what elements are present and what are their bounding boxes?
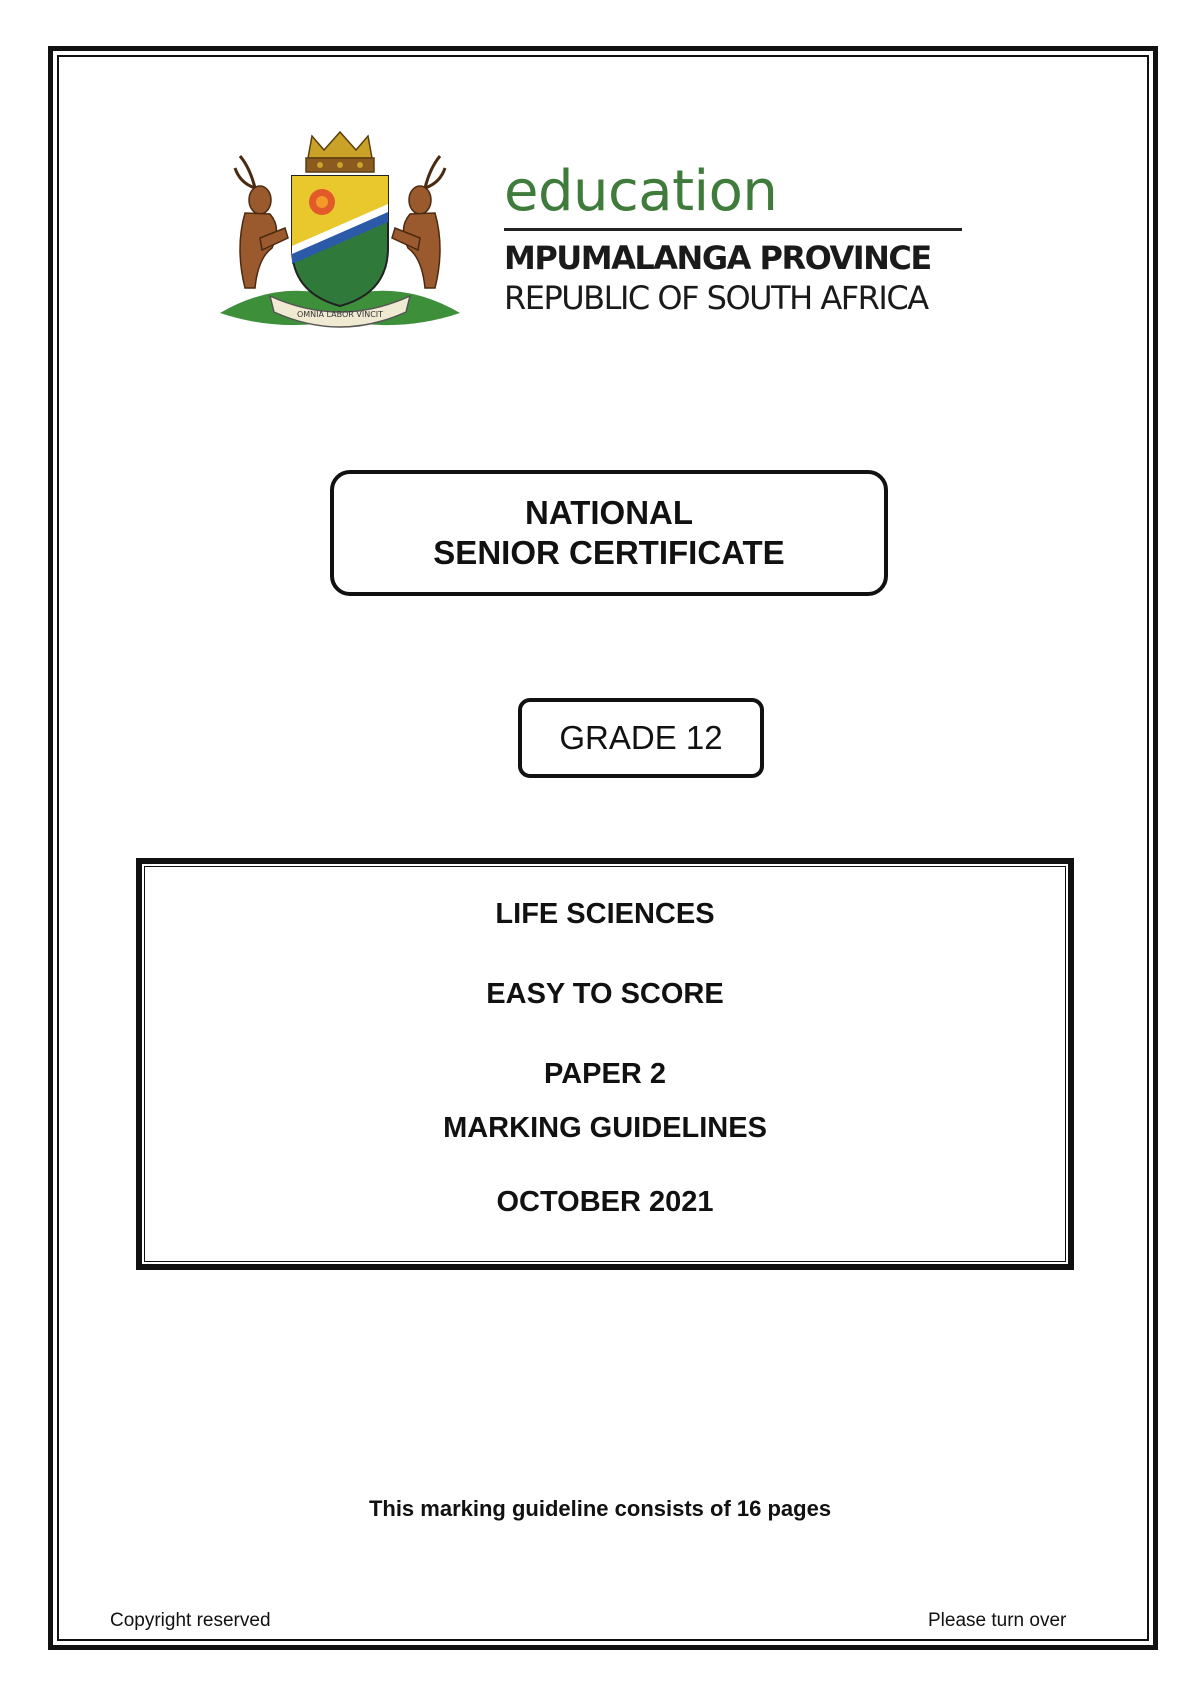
country-name: REPUBLIC OF SOUTH AFRICA	[504, 279, 928, 317]
subject-name: LIFE SCIENCES	[495, 898, 715, 930]
certificate-line-2: SENIOR CERTIFICATE	[433, 534, 785, 571]
coat-of-arms-icon	[200, 128, 480, 348]
grade-box	[518, 698, 764, 778]
document-type: MARKING GUIDELINES	[443, 1112, 767, 1144]
grade-label: GRADE 12	[559, 719, 723, 756]
subject-tagline: EASY TO SCORE	[486, 978, 724, 1010]
paper-number: PAPER 2	[544, 1058, 666, 1090]
copyright-notice: Copyright reserved	[110, 1610, 271, 1631]
shield-icon	[292, 176, 388, 306]
subject-box	[136, 858, 1074, 1270]
province-name: MPUMALANGA PROVINCE	[504, 239, 931, 277]
exam-date: OCTOBER 2021	[496, 1186, 714, 1218]
brand-block	[504, 159, 964, 317]
crest-motto: OMNIA LABOR VINCIT	[296, 310, 384, 319]
brand-word: education	[504, 159, 778, 224]
certificate-box	[330, 470, 888, 596]
right-kudu	[392, 156, 445, 288]
brand-divider	[504, 228, 962, 231]
svg-text:OMNIA LABOR VINCIT	[297, 310, 383, 319]
turn-over-notice: Please turn over	[928, 1610, 1067, 1631]
crown-icon	[306, 132, 374, 172]
page-count-note: This marking guideline consists of 16 pages	[368, 1496, 832, 1521]
left-kudu	[235, 156, 288, 288]
certificate-line-1: NATIONAL	[524, 494, 694, 532]
